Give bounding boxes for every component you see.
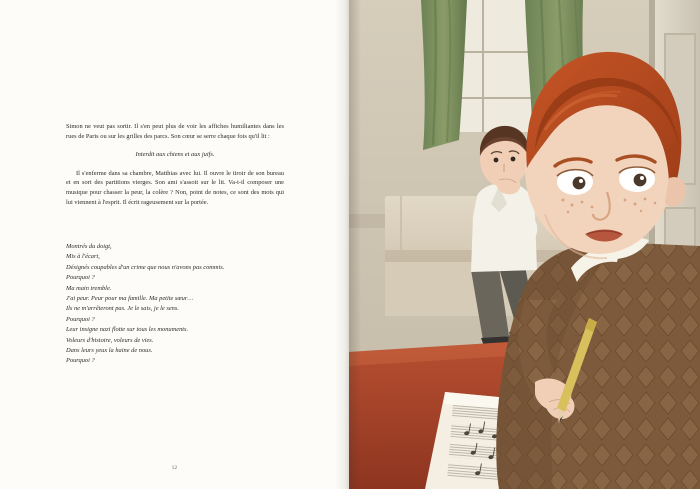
- paragraph-1: Simon ne veut pas sortir. Il s'en peut plus de voir les affiches humiliantes dans les rues de Paris ou sur les grilles des parcs. Son cœur se serre chaque fois qu'il lit :: [66, 123, 284, 140]
- poem-line: Pourquoi ?: [66, 274, 95, 282]
- poem-line: Désignés coupables d'un crime que nous n'avons pas commis.: [66, 263, 225, 271]
- paragraph-spacer: [66, 141, 284, 150]
- paragraph-spacer-2: [66, 160, 284, 169]
- poem-line: Ma main tremble.: [66, 284, 112, 292]
- poem-line: Pourquoi ?: [66, 315, 95, 323]
- poem-block: [66, 242, 284, 367]
- right-illustration-page: [349, 0, 700, 489]
- poem-line: Montrés du doigt,: [66, 243, 112, 250]
- interdit-line: Interdit aux chiens et aux juifs.: [135, 151, 215, 159]
- left-text-page: [0, 0, 349, 489]
- poem-line: Leur insigne nazi flotte sur tous les monuments.: [66, 326, 189, 334]
- body-text-block: [66, 122, 284, 207]
- poem-line: Mis à l'écart,: [66, 253, 100, 261]
- gutter-shadow: [335, 0, 349, 489]
- poem-line: Ils ne m'arrêteront pas. Je le sais, je le sens.: [66, 305, 179, 313]
- page-number: 12: [171, 466, 178, 471]
- paragraph-2: Il s'enferme dans sa chambre, Matthias avec lui. Il ouvre le tiroir de son bureau et en sort des partitions vierges. Son ami s'assoit sur le lit. Va-t-il composer une musique pour chasser la peur, la colère ? Non, point de notes, ce sont des mots qui lui viennent à l'esprit. Il écrit rageusement sur la portée.: [66, 169, 284, 206]
- boy-writing-music-illustration: [349, 0, 700, 489]
- poem-line: J'ai peur. Peur pour ma famille. Ma petite sœur…: [66, 295, 194, 303]
- poem-line: Voleurs d'histoire, voleurs de vies.: [66, 336, 154, 344]
- poem-line: Pourquoi ?: [66, 357, 95, 365]
- poem-line: Dans leurs yeux la haine de nous.: [66, 347, 153, 355]
